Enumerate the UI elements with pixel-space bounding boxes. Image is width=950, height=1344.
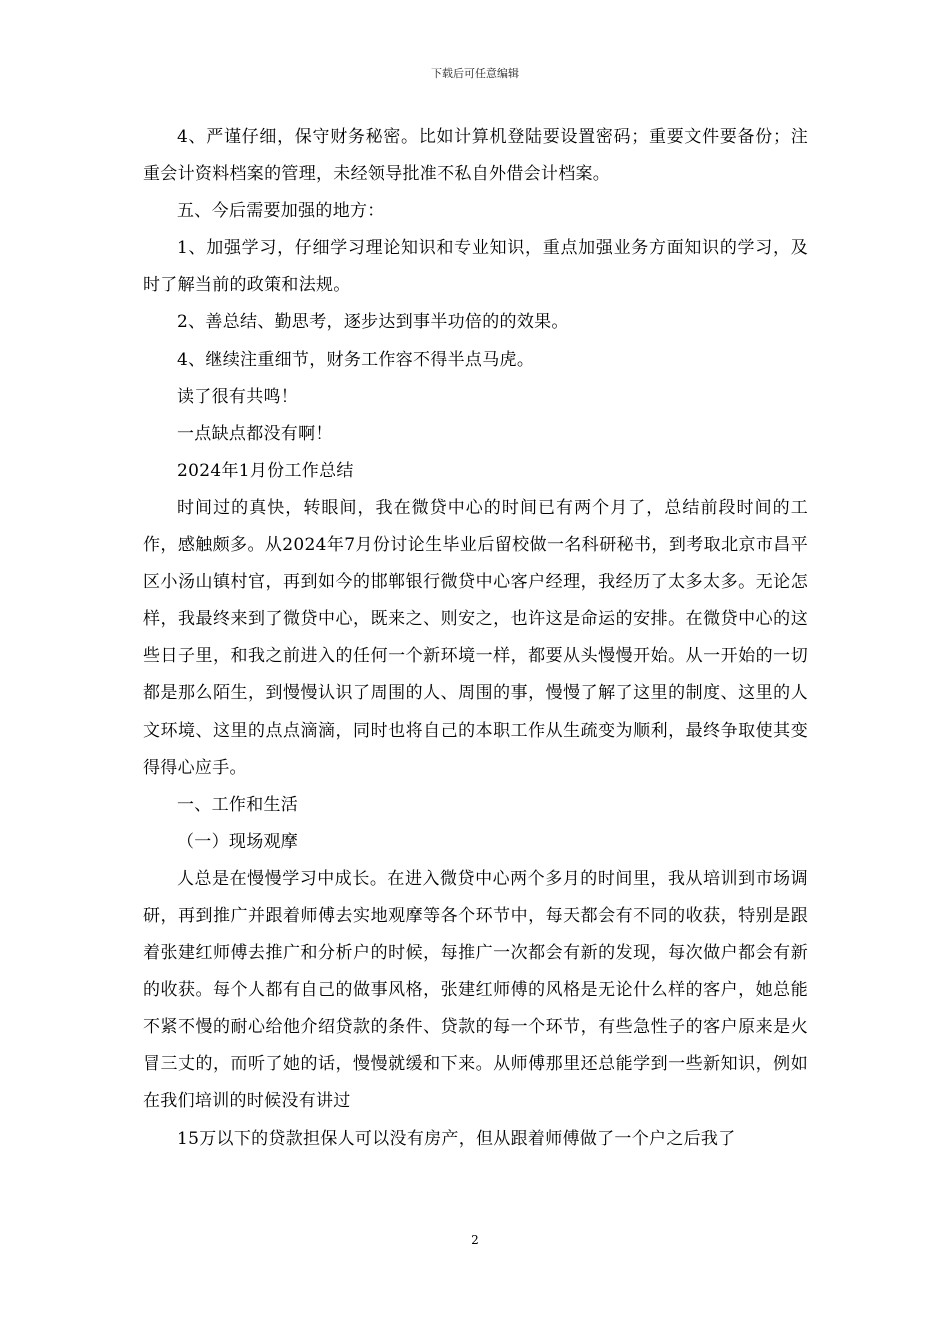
paragraph-confidentiality: 4、严谨仔细，保守财务秘密。比如计算机登陆要设置密码；重要文件要备份；注重会计资料档案的管理，未经领导批准不私自外借会计档案。 [143,127,808,185]
section-heading-improvements: 五、今后需要加强的地方： [177,201,385,222]
paragraph-comment-resonance: 读了很有共鸣！ [177,386,299,407]
page-number: 2 [471,1233,479,1247]
document-title: 2024年1月份工作总结 [177,460,354,481]
paragraph-summarize: 2、善总结、勤思考，逐步达到事半功倍的的效果。 [177,312,569,333]
paragraph-learning: 人总是在慢慢学习中成长。在进入微贷中心两个多月的时间里，我从培训到市场调研，再到推广并跟着师傅去实地观摩等各个环节中，每天都会有不同的收获，特别是跟着张建红师傅去推广和分析户的时候，每推广一次都会有新的发现，每次做户都会有新的收获。每个人都有自己的做事风格，张建红师傅的风格是无论什么样的客户，她总能不紧不慢的耐心给他介绍贷款的条件、贷款的每一个环节，有些急性子的客户原来是火冒三丈的，而听了她的话，慢慢就缓和下来。从师傅那里还总能学到一些新知识，例如在我们培训的时候没有讲过 [143,868,808,1112]
section-heading-work-life: 一、工作和生活 [177,794,299,815]
page-header: 下载后可任意编辑 [431,67,519,80]
paragraph-intro: 时间过的真快，转眼间，我在微贷中心的时间已有两个月了，总结前段时间的工作，感触颇多。从2024年7月份讨论生毕业后留校做一名科研秘书，到考取北京市昌平区小汤山镇村官，再到如今的邯郸银行微贷中心客户经理，我经历了太多太多。无论怎样，我最终来到了微贷中心，既来之、则安之，也许这是命运的安排。在微贷中心的这些日子里，和我之前进入的任何一个新环境一样，都要从头慢慢开始。从一开始的一切都是那么陌生，到慢慢认识了周围的人、周围的事，慢慢了解了这里的制度、这里的人文环境、这里的点点滴滴，同时也将自己的本职工作从生疏变为顺利，最终争取使其变得得心应手。 [143,497,808,778]
paragraph-study: 1、加强学习，仔细学习理论知识和专业知识，重点加强业务方面知识的学习，及时了解当前的政策和法规。 [143,238,808,296]
paragraph-details: 4、继续注重细节，财务工作容不得半点马虎。 [177,349,535,370]
document-body [143,119,808,1158]
paragraph-comment-no-flaws: 一点缺点都没有啊！ [177,423,333,444]
paragraph-guarantor: 15万以下的贷款担保人可以没有房产，但从跟着师傅做了一个户之后我了 [177,1128,736,1149]
subsection-heading-observation: （一）现场观摩 [177,831,299,852]
